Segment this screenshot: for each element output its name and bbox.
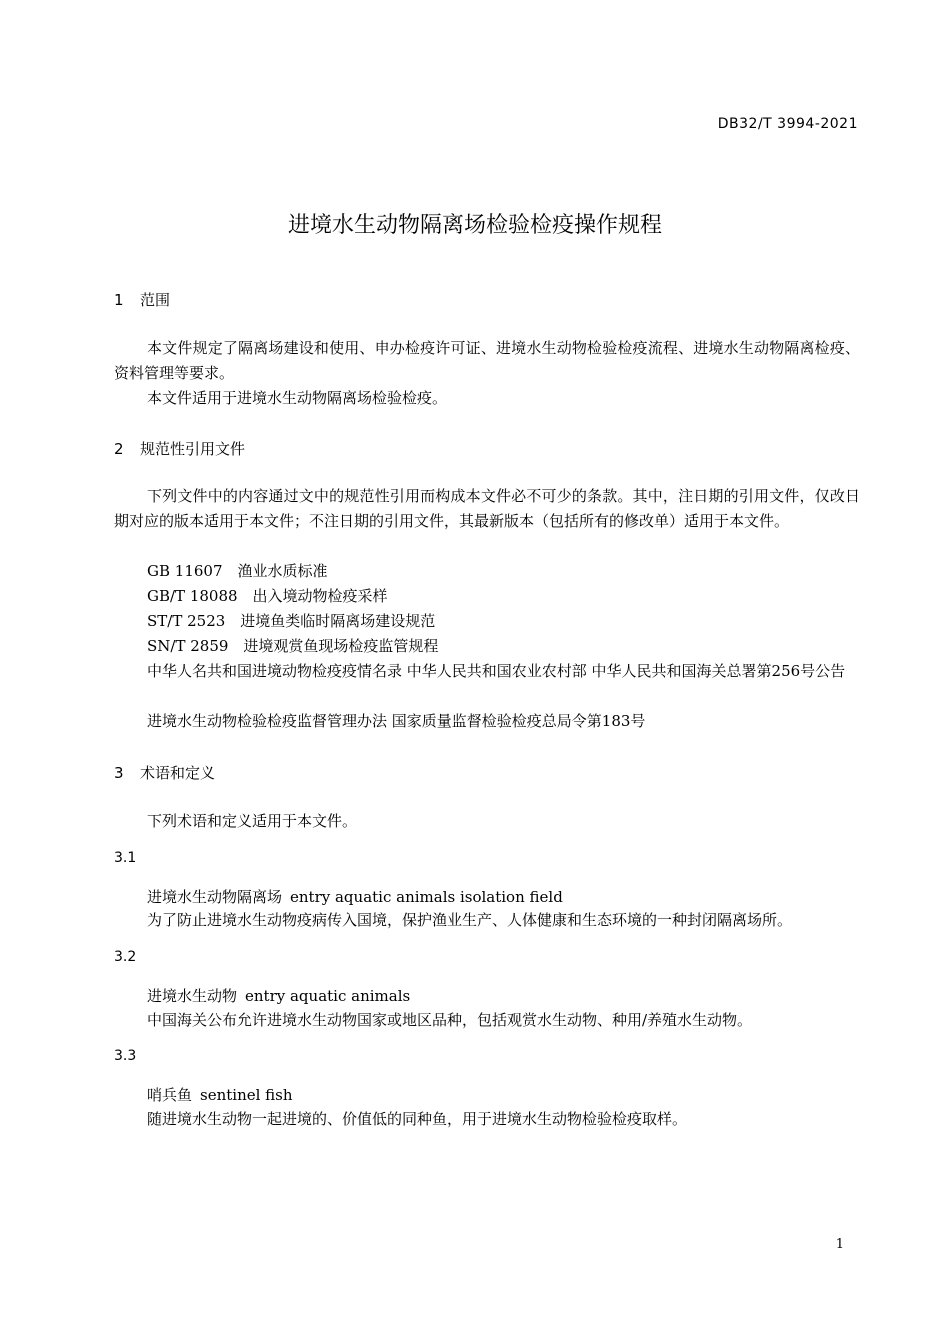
term-en: entry aquatic animals isolation field [290, 888, 563, 906]
section-title: 术语和定义 [140, 764, 216, 782]
section-heading-1 [114, 289, 170, 310]
reference-item: SN/T 2859 进境观赏鱼现场检疫监管规程 [147, 637, 439, 655]
section-heading-2 [114, 438, 245, 459]
clause-number: 3.3 [114, 1048, 137, 1064]
reference-item: 中华人名共和国进境动物检疫疫情名录 中华人民共和国农业农村部 中华人民共和国海关总署第256号公告 [147, 662, 846, 680]
document-number: DB32/T 3994-2021 [717, 116, 858, 132]
term-entry [147, 985, 410, 1006]
term-entry [147, 886, 563, 907]
reference-item: GB 11607 渔业水质标准 [147, 562, 328, 580]
paragraph: 本文件适用于进境水生动物隔离场检验检疫。 [147, 389, 448, 407]
term-en: entry aquatic animals [245, 987, 411, 1005]
paragraph: 下列术语和定义适用于本文件。 [147, 812, 358, 830]
reference-item: 进境水生动物检验检疫监督管理办法 国家质量监督检验检疫总局令第183号 [147, 712, 646, 730]
section-number: 1 [114, 291, 124, 309]
term-definition: 为了防止进境水生动物疫病传入国境，保护渔业生产、人体健康和生态环境的一种封闭隔离场所。 [147, 911, 793, 929]
reference-item: GB/T 18088 出入境动物检疫采样 [147, 587, 388, 605]
term-en: sentinel fish [200, 1086, 293, 1104]
page-number: 1 [835, 1237, 844, 1252]
term-definition: 随进境水生动物一起进境的、价值低的同种鱼，用于进境水生动物检验检疫取样。 [147, 1110, 688, 1128]
section-title: 范围 [140, 291, 171, 309]
term-zh: 哨兵鱼 [147, 1086, 193, 1104]
term-definition: 中国海关公布允许进境水生动物国家或地区品种，包括观赏水生动物、种用/养殖水生动物。 [147, 1011, 753, 1029]
section-title: 规范性引用文件 [140, 440, 246, 458]
paragraph: 本文件规定了隔离场建设和使用、申办检疫许可证、进境水生动物检验检疫流程、进境水生动物隔离检疫、资料管理等要求。 [114, 339, 860, 382]
clause-number: 3.1 [114, 850, 137, 866]
clause-number: 3.2 [114, 949, 137, 965]
term-zh: 进境水生动物隔离场 [147, 888, 283, 906]
section-heading-3 [114, 762, 215, 783]
paragraph: 下列文件中的内容通过文中的规范性引用而构成本文件必不可少的条款。其中，注日期的引用文件，仅改日期对应的版本适用于本文件；不注日期的引用文件，其最新版本（包括所有的修改单）适用于本文件。 [114, 487, 860, 530]
reference-item: ST/T 2523 进境鱼类临时隔离场建设规范 [147, 612, 436, 630]
term-zh: 进境水生动物 [147, 987, 238, 1005]
term-entry [147, 1084, 293, 1105]
section-number: 3 [114, 764, 124, 782]
section-number: 2 [114, 440, 124, 458]
document-title: 进境水生动物隔离场检验检疫操作规程 [287, 213, 662, 238]
